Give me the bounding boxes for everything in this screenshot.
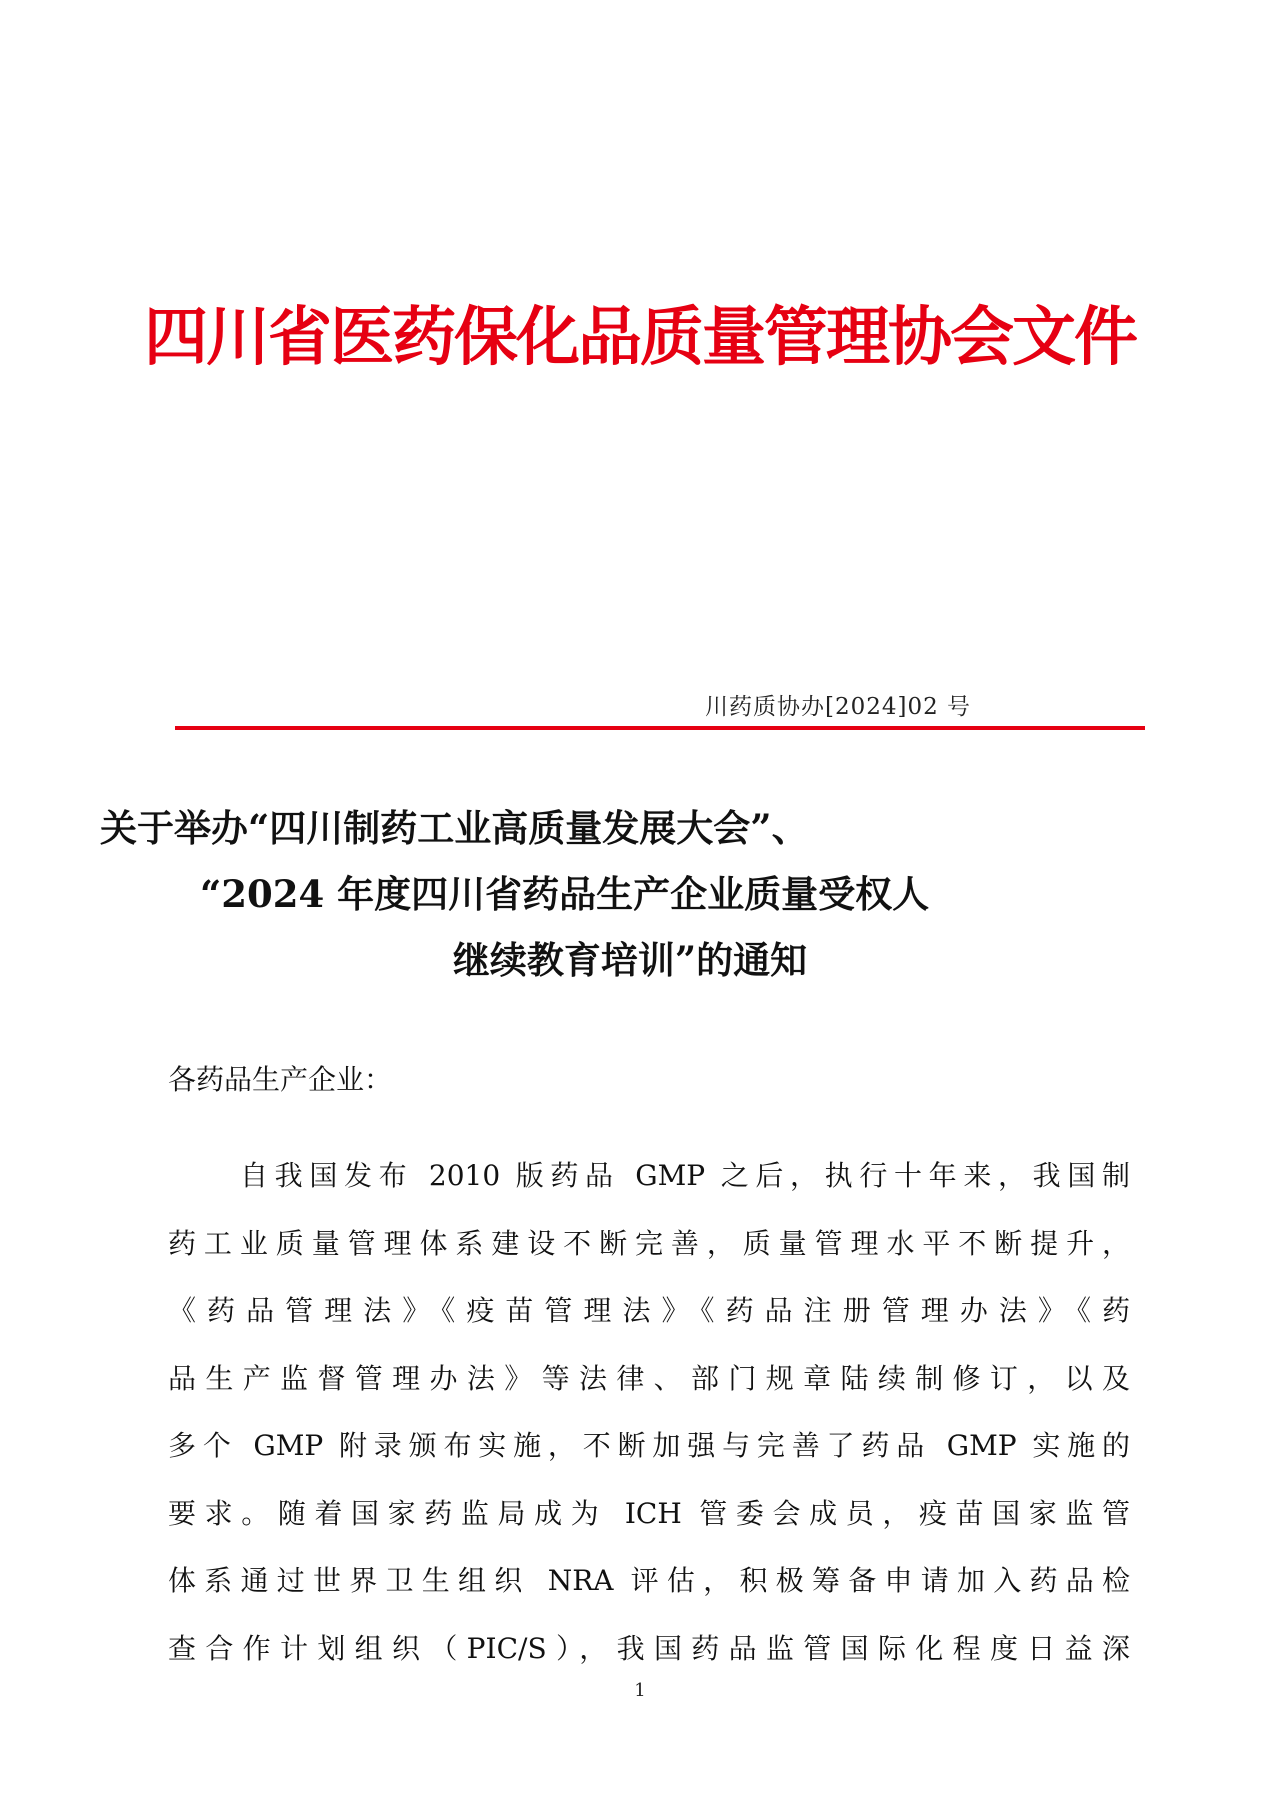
notice-title-line-2: “2024 年度四川省药品生产企业质量受权人	[200, 872, 930, 916]
body-line: 自我国发布 2010 版药品 GMP 之后，执行十年来，我国制	[240, 1159, 1130, 1192]
body-line: 药工业质量管理体系建设不断完善，质量管理水平不断提升，	[168, 1226, 1130, 1260]
notice-title-line-1: 关于举办“四川制药工业高质量发展大会”、	[100, 806, 809, 850]
notice-title	[0, 795, 1280, 993]
body-line: 品生产监督管理办法》等法律、部门规章陆续制修订，以及	[168, 1361, 1130, 1395]
body-line: 体系通过世界卫生组织 NRA 评估，积极筹备申请加入药品检	[168, 1564, 1130, 1597]
masthead-title: 四川省医药保化品质量管理协会文件	[144, 301, 1136, 375]
page-number: 1	[634, 1680, 646, 1701]
body-line: 要求。随着国家药监局成为 ICH 管委会成员，疫苗国家监管	[168, 1496, 1130, 1530]
salutation: 各药品生产企业：	[168, 1063, 393, 1096]
body-line: 查合作计划组织（PIC/S），我国药品监管国际化程度日益深	[168, 1631, 1130, 1665]
body-paragraph	[168, 1142, 1130, 1682]
body-line: 《药品管理法》《疫苗管理法》《药品注册管理办法》《药	[168, 1294, 1130, 1327]
red-divider-rule	[175, 726, 1145, 730]
notice-title-line-3: 继续教育培训”的通知	[452, 938, 808, 982]
document-number: 川药质协办[2024]02 号	[705, 694, 972, 720]
body-line: 多个 GMP 附录颁布实施，不断加强与完善了药品 GMP 实施的	[168, 1429, 1130, 1462]
